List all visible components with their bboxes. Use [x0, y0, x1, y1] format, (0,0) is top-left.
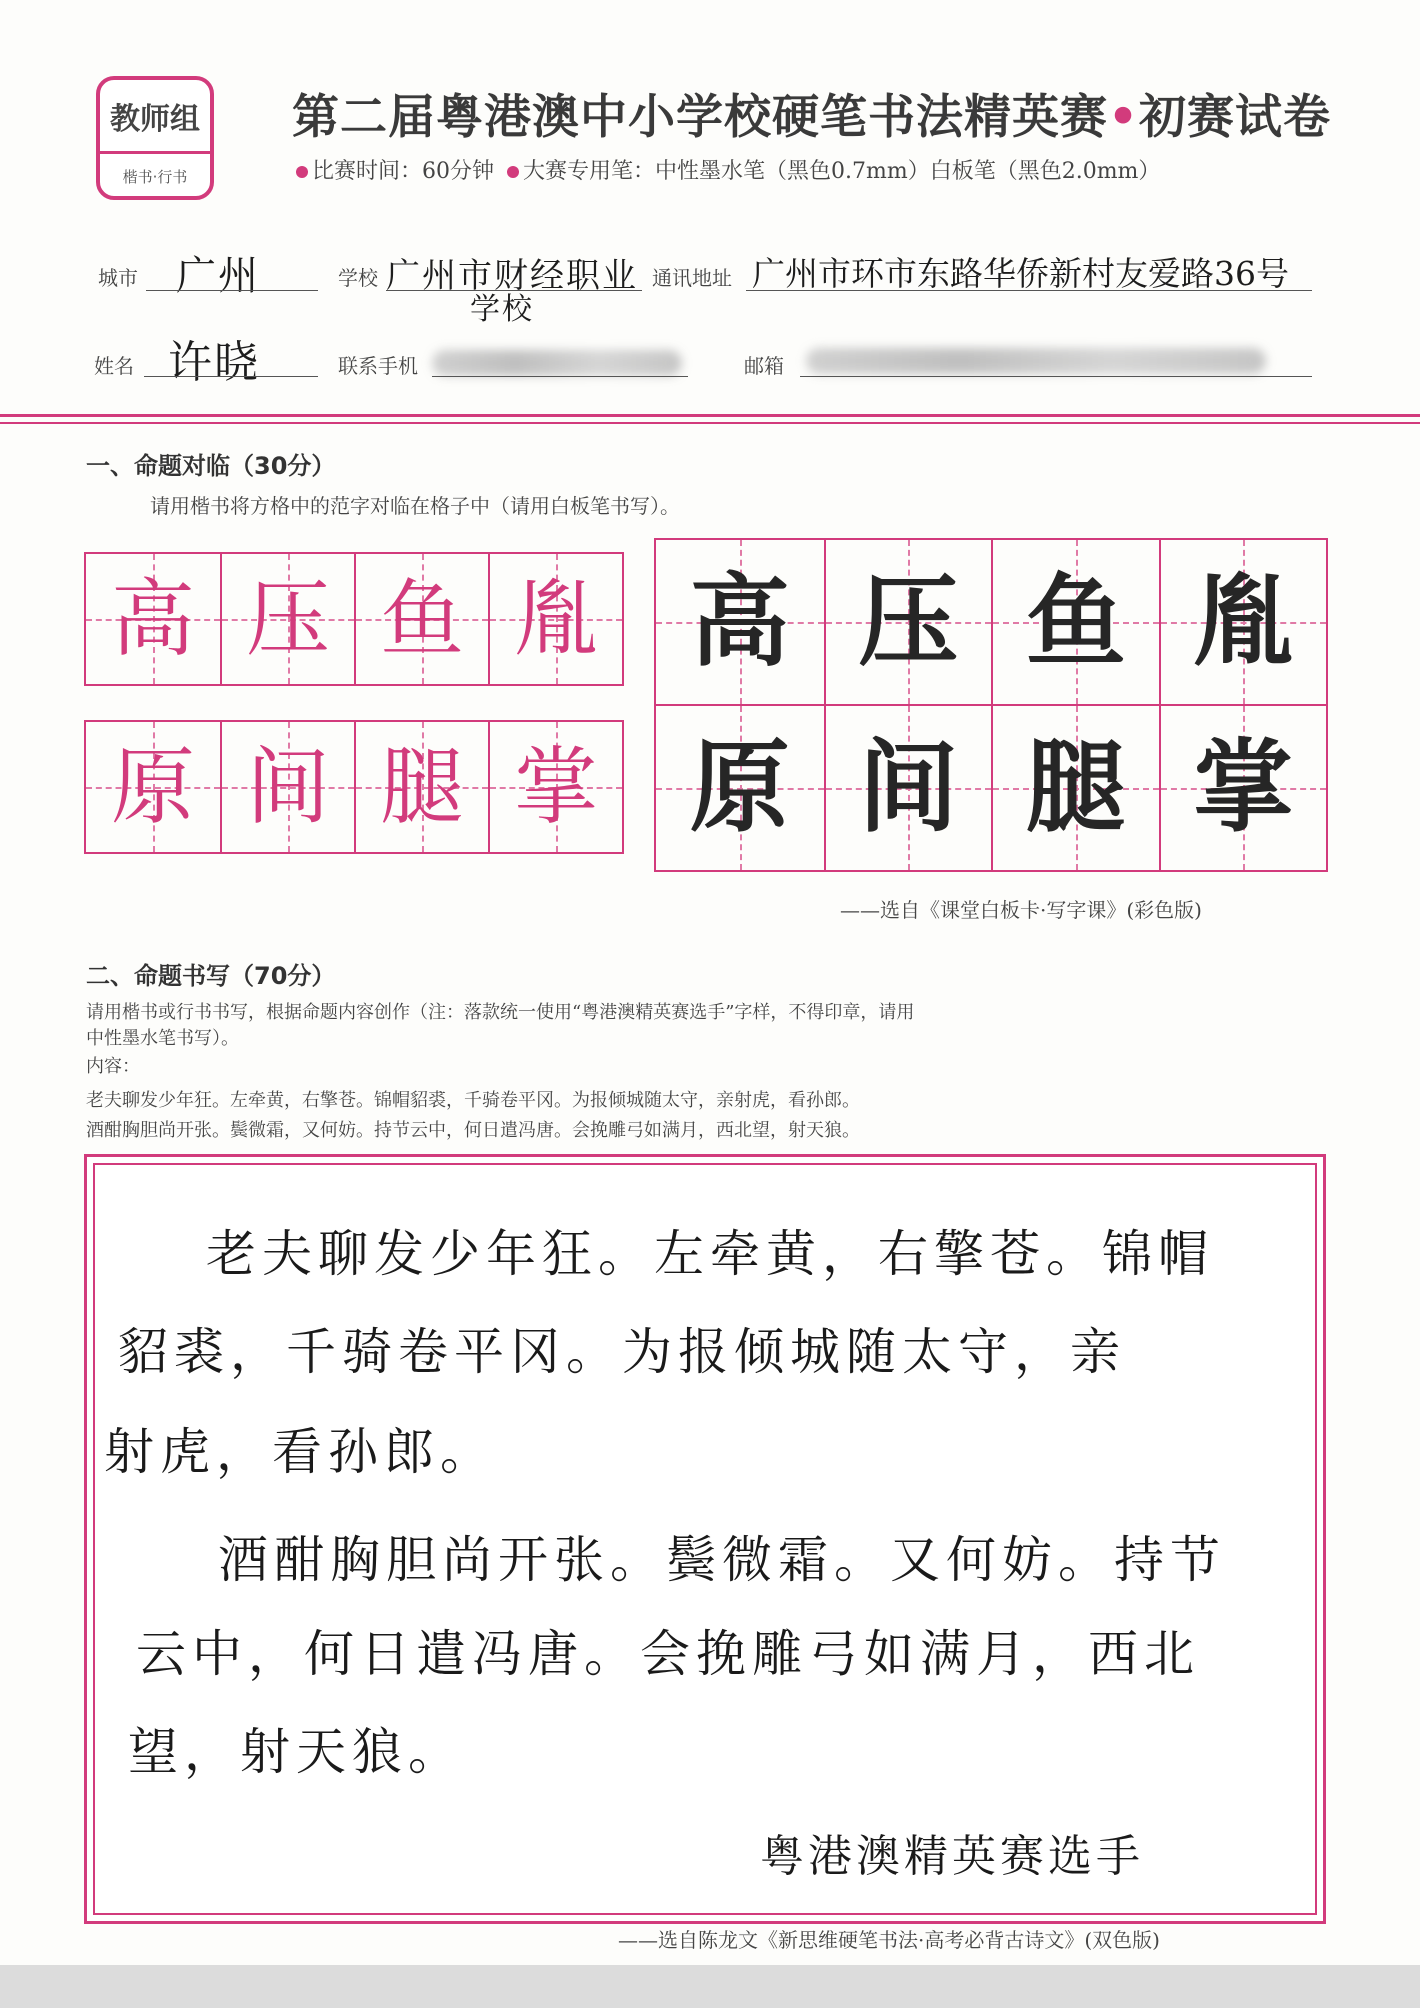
copied-char: 胤: [1193, 563, 1294, 680]
pen-info: 大赛专用笔：中性墨水笔（黑色0.7mm）白板笔（黑色2.0mm）: [523, 159, 1161, 184]
model-char: 鱼: [379, 570, 464, 668]
address-label: 通讯地址: [652, 266, 732, 290]
section2-instruction: 请用楷书或行书书写，根据命题内容创作（注：落款统一使用“粤港澳精英赛选手”字样，不得印章，请用: [86, 1002, 915, 1023]
model-cell: [220, 554, 354, 684]
phone-label: 联系手机: [338, 354, 418, 378]
handwriting-line: 望，射天狼。: [128, 1723, 464, 1781]
copy-cell: [824, 706, 992, 870]
copy-cell: [824, 540, 992, 704]
model-char: 间: [245, 738, 330, 836]
handwriting-line: 射虎，看孙郎。: [104, 1423, 496, 1481]
model-cell: [220, 722, 354, 852]
model-cell: [488, 554, 622, 684]
badge-script-label: 楷书·行书: [122, 167, 188, 186]
copied-char: 掌: [1193, 729, 1294, 846]
handwriting-line: 酒酣胸胆尚开张。鬓微霜。又何妨。持节: [218, 1531, 1226, 1589]
divider-rule: [0, 414, 1420, 417]
copied-char: 压: [858, 563, 959, 680]
group-badge: [96, 76, 214, 200]
copy-grid-row2: [654, 704, 1328, 872]
title-dot: •: [1108, 90, 1140, 145]
signature: 粤港澳精英赛选手: [760, 1831, 1144, 1882]
city-underline: [146, 290, 318, 291]
content-label: 内容：: [86, 1056, 140, 1077]
rules-line: [296, 154, 1160, 185]
title-main: 第二届粤港澳中小学校硬笔书法精英赛: [292, 90, 1108, 145]
model-cell: [86, 554, 220, 684]
school-underline: [386, 290, 642, 291]
model-char: 腿: [379, 738, 464, 836]
model-cell: [86, 722, 220, 852]
copied-char: 鱼: [1025, 563, 1126, 680]
school-value: 广州市财经职业: [386, 256, 638, 296]
handwriting-line: 云中，何日遣冯唐。会挽雕弓如满月，西北: [136, 1625, 1200, 1683]
address-underline: [746, 290, 1312, 291]
copied-char: 腿: [1025, 729, 1126, 846]
copy-cell: [1159, 540, 1327, 704]
content-line: 老夫聊发少年狂。左牵黄，右擎苍。锦帽貂裘，千骑卷平冈。为报倾城随太守，亲射虎，看孙郎。: [86, 1090, 860, 1111]
model-char: 高: [110, 570, 195, 668]
address-value: 广州市环市东路华侨新村友爱路36号: [752, 254, 1289, 293]
section2-credit: ——选自陈龙文《新思维硬笔书法·高考必背古诗文》(双色版): [618, 1928, 1160, 1952]
copy-cell: [991, 540, 1159, 704]
copy-cell: [656, 706, 824, 870]
school-value-line2: 学校: [470, 292, 534, 327]
title-sub: 初赛试卷: [1139, 90, 1332, 145]
copied-char: 间: [858, 729, 959, 846]
page-title: [292, 80, 1331, 147]
handwriting-line: 老夫聊发少年狂。左牵黄，右擎苍。锦帽: [206, 1225, 1214, 1283]
name-underline: [144, 376, 318, 377]
content-line: 酒酣胸胆尚开张。鬓微霜，又何妨。持节云中，何日遣冯唐。会挽雕弓如满月，西北望，射天狼。: [86, 1120, 860, 1141]
scan-edge: [0, 1965, 1420, 2008]
phone-underline: [432, 376, 688, 377]
model-cell: [354, 554, 488, 684]
model-char: 掌: [513, 738, 598, 836]
section2-title: 二、命题书写（70分）: [86, 962, 336, 990]
model-grid-row2: [84, 720, 624, 854]
copy-grid-row1: [654, 538, 1328, 706]
section1-credit: ——选自《课堂白板卡·写字课》(彩色版): [840, 898, 1202, 922]
city-value: 广州: [176, 253, 260, 299]
section1-title: 一、命题对临（30分）: [86, 452, 336, 480]
copied-char: 高: [689, 563, 790, 680]
model-grid-row1: [84, 552, 624, 686]
email-underline: [800, 376, 1312, 377]
model-cell: [488, 722, 622, 852]
bullet-icon: [507, 166, 519, 178]
divider-rule-thin: [0, 422, 1420, 424]
model-char: 胤: [513, 570, 598, 668]
email-label: 邮箱: [744, 354, 784, 378]
bullet-icon: [296, 166, 308, 178]
school-label: 学校: [338, 266, 378, 290]
section2-instruction-cont: 中性墨水笔书写）。: [86, 1028, 239, 1049]
model-char: 原: [110, 738, 195, 836]
copied-char: 原: [689, 729, 790, 846]
model-cell: [354, 722, 488, 852]
email-redacted: [806, 348, 1266, 374]
time-info: 比赛时间：60分钟: [312, 159, 494, 184]
copy-cell: [1159, 706, 1327, 870]
handwriting-line: 貂裘，千骑卷平冈。为报倾城随太守，亲: [118, 1323, 1126, 1381]
section1-instruction: 请用楷书将方格中的范字对临在格子中（请用白板笔书写）。: [150, 494, 680, 518]
badge-group-label: 教师组: [100, 80, 210, 154]
name-label: 姓名: [94, 354, 134, 378]
phone-redacted: [432, 350, 682, 376]
copy-cell: [991, 706, 1159, 870]
model-char: 压: [245, 570, 330, 668]
name-value: 许晓: [168, 337, 260, 388]
city-label: 城市: [98, 266, 138, 290]
copy-cell: [656, 540, 824, 704]
